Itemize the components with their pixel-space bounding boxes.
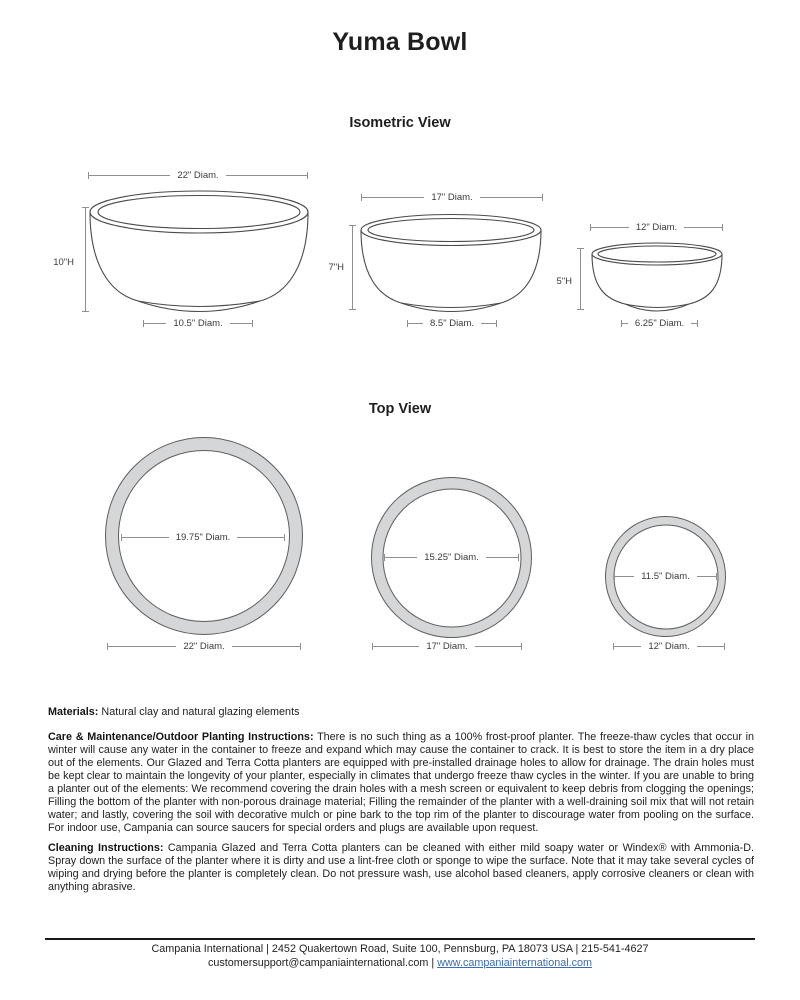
dim-line-segment [408,323,423,324]
page-title: Yuma Bowl [332,28,468,56]
dim-line-segment [226,175,307,176]
dim-height-label-medium: 7"H [328,262,344,273]
dim-label: 17" Diam. [426,641,468,652]
cleaning-label: Cleaning Instructions: [48,842,164,854]
dim-line-segment [144,323,166,324]
dim-line-segment [362,197,424,198]
footer-rule [45,938,755,940]
care-paragraph [48,731,754,835]
dim-inner-diam-small [614,572,717,581]
dim-label: 6.25" Diam. [634,318,685,329]
dim-label: 22" Diam. [177,170,219,181]
materials-label: Materials: [48,706,99,718]
footer-email: customersupport@campaniainternational.com [207,957,429,969]
dim-line-segment [591,227,629,228]
dim-line-segment [475,646,521,647]
dim-base-diam-medium [407,319,497,328]
dim-height-line-medium [348,225,357,310]
isometric-view-heading: Isometric View [349,115,451,131]
cleaning-paragraph [48,842,754,894]
dim-label: 22" Diam. [183,641,225,652]
dim-line-segment [122,537,169,538]
dim-label: 12" Diam. [648,641,690,652]
dim-line-segment [230,323,252,324]
dim-label: 11.5" Diam. [641,571,690,582]
bowl-drawing-medium [361,215,541,312]
dim-line-segment [237,537,284,538]
dim-height-label-small: 5"H [556,276,572,287]
footer-contact-line [0,957,800,969]
care-label: Care & Maintenance/Outdoor Planting Instructions: [48,731,314,743]
dim-inner-diam-medium [384,553,519,562]
dim-line-segment [480,197,542,198]
materials-paragraph [48,706,754,719]
dim-line-segment [486,557,518,558]
dim-line-segment [352,226,353,309]
dim-line-segment [89,175,170,176]
dim-label: 8.5" Diam. [429,318,475,329]
dim-outer-diam-small [613,642,725,651]
dim-height-line-large [81,207,90,312]
bowl-drawing-small [592,243,722,311]
care-text: There is no such thing as a 100% frost-proof planter. The freeze-thaw cycles that occur in winter will cause any water in the container to freeze and expand which may cause the container to crack. It is best to store the item in a dry place out of the elements. Our Glazed and Terra Cotta planters are equipped with pre-installed drainage holes to allow for drainage. The drain holes must be kept clear to maintain the longevity of your planter, especially in climates that undergo freeze thaw cycles in the winter. If you are unable to bring a planter out of the elements: We recommend covering the drain holes with a mesh screen or equivalent to keep debris from clogging the openings; Filling the bottom of the planter with non-porous drainage material; Filling the remainder of the planter with a well-draining soil mix that will not retain water; and lastly, covering the soil with decorative mulch or pine bark to the top rim of the planter to discourage water from pooling on the surface. For indoor use, Campania can source saucers for special orders and plugs are available upon request. [48,731,755,834]
dim-line-segment [373,646,419,647]
dim-line-segment [615,576,634,577]
dim-top-diam-large [88,171,308,180]
materials-text: Natural clay and natural glazing elements [101,706,300,718]
dim-line-segment [232,646,300,647]
dim-height-line-small [576,248,585,310]
dim-outer-diam-medium [372,642,522,651]
dim-line-segment [481,323,496,324]
dim-inner-diam-large [121,533,285,542]
dim-line-segment [697,576,716,577]
dim-line-segment [684,227,722,228]
dim-line-segment [614,646,641,647]
dim-label: 17" Diam. [431,192,473,203]
dim-line-segment [691,323,697,324]
dim-label: 12" Diam. [635,222,678,233]
cleaning-text: Campania Glazed and Terra Cotta planters can be cleaned with either mild soapy water or Windex® with Ammonia-D. Spray down the surface of the planter where it is dirty and use a lint-free cloth or sponge to wipe the surface. Note that it may take several cycles of wiping and drying before the planter is completely clean. Do not pressure wash, use alcohol based cleaners, apply corrosive cleaners or clean with anything abrasive. [48,842,755,893]
isometric-drawings [0,160,800,340]
dim-label: 10.5" Diam. [173,318,223,329]
dim-top-diam-small [590,223,723,232]
dim-base-diam-large [143,319,253,328]
footer-separator: | [431,957,435,969]
dim-label: 19.75" Diam. [175,532,231,543]
dim-line-segment [697,646,724,647]
top-view-heading: Top View [368,401,432,417]
dim-outer-diam-large [107,642,301,651]
dim-base-diam-small [621,319,698,328]
dim-label: 15.25" Diam. [424,552,479,563]
dim-line-segment [108,646,176,647]
footer-website-link[interactable]: www.campaniainternational.com [437,957,593,969]
dim-line-segment [85,208,86,311]
dim-height-label-large: 10"H [53,257,74,268]
footer-address-line: Campania International | 2452 Quakertown Road, Suite 100, Pennsburg, PA 18073 USA | 215-541-4627 [151,943,649,955]
dim-line-segment [385,557,417,558]
dim-line-segment [580,249,581,309]
bowl-drawing-large [90,191,308,312]
dim-top-diam-medium [361,193,543,202]
